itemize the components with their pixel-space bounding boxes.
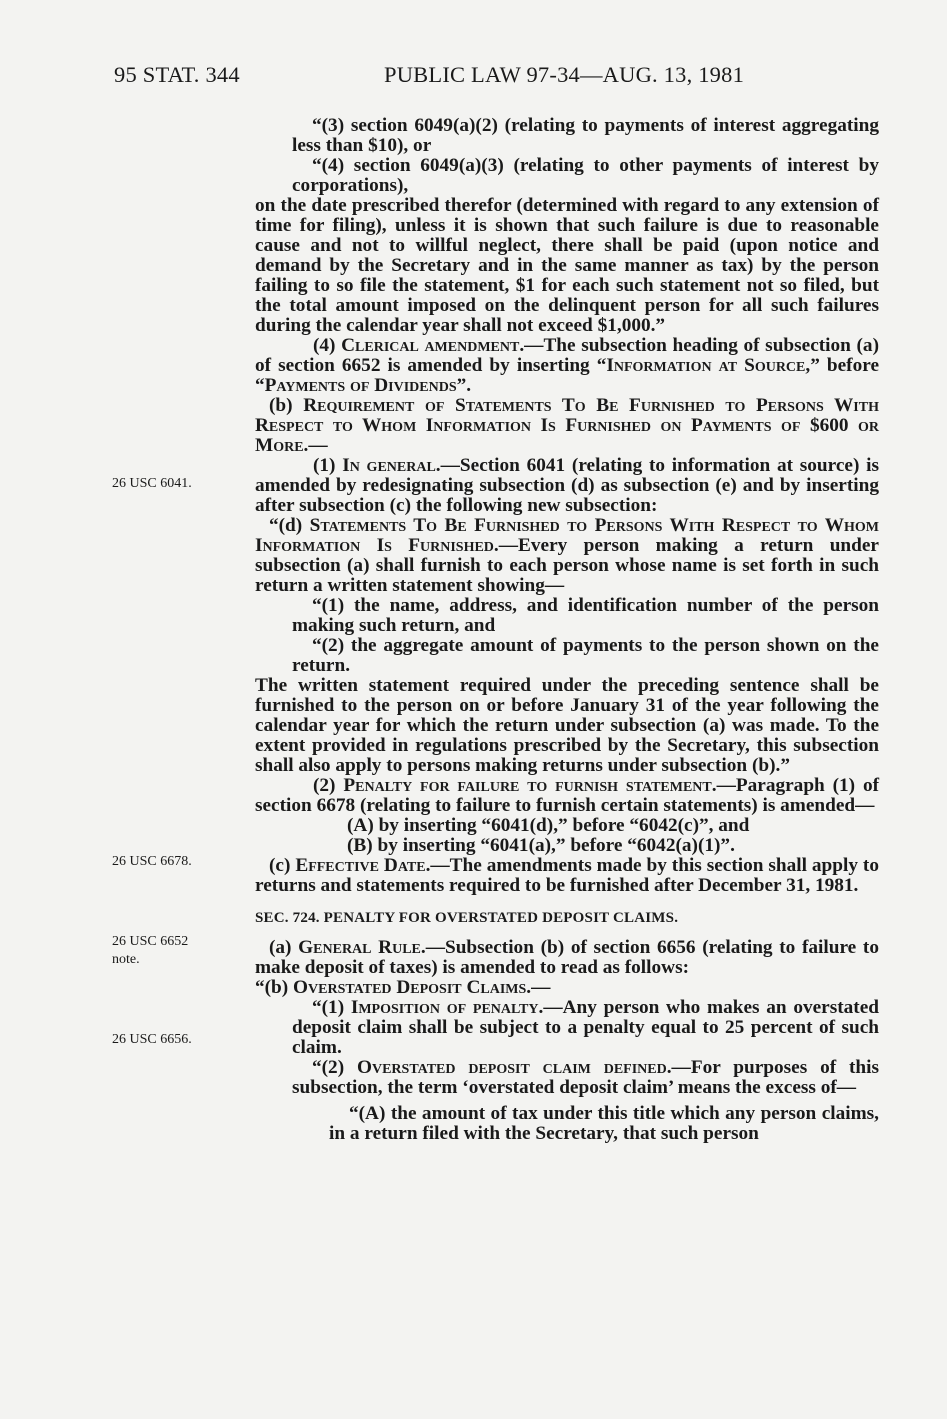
document-body: [255, 116, 879, 1144]
paragraph: “(d) Statements To Be Furnished to Persons With Respect to Whom Information Is Furnished.—Every person making a return under subsection (a) shall furnish to each person whose name is set forth in such return a written statement showing—: [255, 515, 879, 596]
paragraph: The written statement required under the preceding sentence shall be furnished to the person on or before January 31 of the year following the calendar year for which the return under subsection (a) was made. To the extent provided in regulations prescribed by the Secretary, this subsection shall also apply to persons making returns under subsection (b).”: [255, 675, 879, 776]
paragraph: “(1) Imposition of penalty.—Any person who makes an overstated deposit claim shall be subject to a penalty equal to 25 percent of such claim.: [292, 997, 879, 1058]
paragraph: “(3) section 6049(a)(2) (relating to payments of interest aggregating less than $10), or: [292, 115, 879, 156]
subsection-heading: (b) Requirement of Statements To Be Furnished to Persons With Respect to Whom Information Is Furnished on Payments of $600 or More.—: [255, 395, 879, 456]
margin-citation: note.: [112, 952, 140, 967]
margin-citation: 26 USC 6656.: [112, 1032, 192, 1047]
public-law-header: PUBLIC LAW 97-34—AUG. 13, 1981: [384, 62, 745, 87]
margin-citation: 26 USC 6652: [112, 934, 189, 949]
paragraph: “(4) section 6049(a)(3) (relating to other payments of interest by corporations),: [292, 155, 879, 196]
margin-citation: 26 USC 6041.: [112, 476, 192, 491]
paragraph: (B) by inserting “6041(a),” before “6042(a)(1)”.: [347, 835, 735, 856]
paragraph: (1) In general.—Section 6041 (relating to information at source) is amended by redesignating subsection (d) as subsection (e) and by inserting after subsection (c) the following new subsection:: [255, 455, 879, 516]
statute-page-number: 95 STAT. 344: [114, 62, 240, 87]
paragraph: (A) by inserting “6041(d),” before “6042(c)”, and: [347, 815, 750, 836]
paragraph: “(b) Overstated Deposit Claims.—: [255, 977, 551, 998]
paragraph: “(2) the aggregate amount of payments to the person shown on the return.: [292, 635, 879, 676]
paragraph: (a) General Rule.—Subsection (b) of section 6656 (relating to failure to make deposit of taxes) is amended to read as follows:: [255, 937, 879, 978]
paragraph: (2) Penalty for failure to furnish statement.—Paragraph (1) of section 6678 (relating to failure to furnish certain statements) is amended—: [255, 775, 880, 816]
paragraph: (4) Clerical amendment.—The subsection heading of subsection (a) of section 6652 is amended by inserting “Information at Source,” before “Payments of Dividends”.: [255, 335, 880, 396]
paragraph: (c) Effective Date.—The amendments made by this section shall apply to returns and statements required to be furnished after December 31, 1981.: [255, 855, 879, 896]
paragraph: “(1) the name, address, and identification number of the person making such return, and: [292, 595, 879, 636]
paragraph: on the date prescribed therefor (determined with regard to any extension of time for filing), unless it is shown that such failure is due to reasonable cause and not to willful neglect, there shall be paid (upon notice and demand by the Secretary and in the same manner as tax) by the person failing to so file the statement, $1 for each such statement not so filed, but the total amount imposed on the delinquent person for all such failures during the calendar year shall not exceed $1,000.”: [255, 195, 879, 336]
paragraph: “(A) the amount of tax under this title which any person claims, in a return filed with the Secretary, that such person: [329, 1103, 879, 1144]
margin-citation: 26 USC 6678.: [112, 854, 192, 869]
section-heading: SEC. 724. PENALTY FOR OVERSTATED DEPOSIT CLAIMS.: [255, 910, 679, 926]
paragraph: “(2) Overstated deposit claim defined.—For purposes of this subsection, the term ‘overstated deposit claim’ means the excess of—: [292, 1057, 879, 1098]
